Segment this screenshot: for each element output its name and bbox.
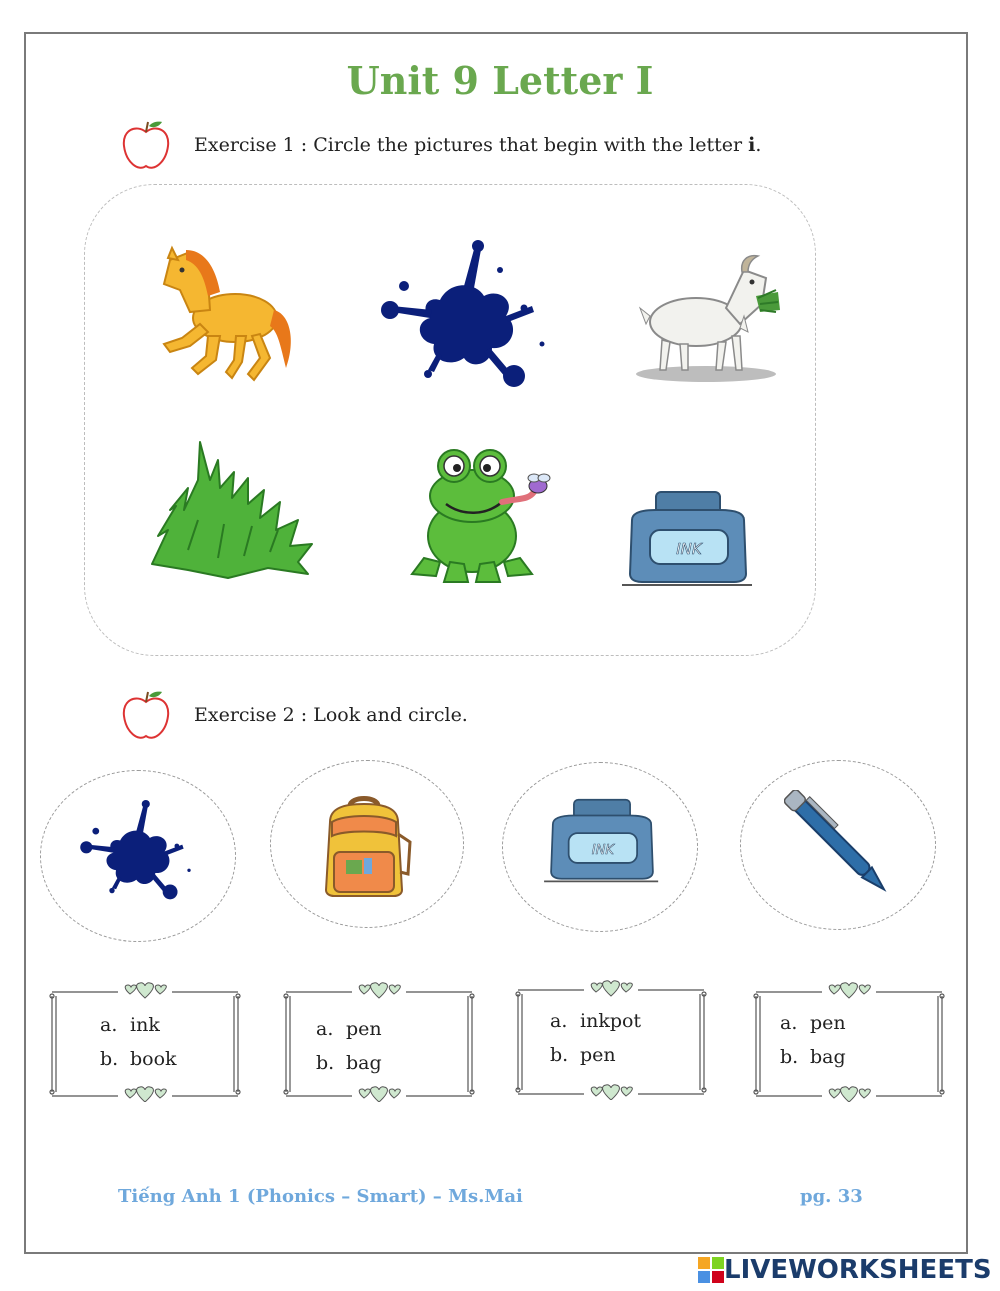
ink-bottle-label: INK bbox=[676, 540, 702, 558]
liveworksheets-logo bbox=[698, 1254, 992, 1286]
footer-book-title: Tiếng Anh 1 (Phonics – Smart) – Ms.Mai bbox=[118, 1186, 523, 1207]
exercise-1-end: . bbox=[755, 134, 762, 156]
decorative-heart-border bbox=[282, 980, 476, 1102]
liveworksheets-icon bbox=[698, 1257, 724, 1283]
grass-picture[interactable] bbox=[148, 440, 316, 582]
ink-splat-picture bbox=[78, 800, 196, 900]
option-a[interactable]: a. pen bbox=[316, 1018, 382, 1040]
ink-splat-picture[interactable] bbox=[380, 240, 550, 388]
answer-box bbox=[48, 980, 242, 1102]
page-title: Unit 9 Letter I bbox=[346, 58, 654, 103]
backpack-picture bbox=[320, 794, 412, 898]
frog-picture[interactable] bbox=[410, 440, 560, 586]
decorative-heart-border bbox=[48, 980, 242, 1102]
ink-bottle-label: INK bbox=[591, 843, 615, 859]
option-a[interactable]: a. pen bbox=[780, 1012, 846, 1034]
decorative-heart-border bbox=[752, 980, 946, 1102]
exercise-1-instruction bbox=[194, 134, 761, 156]
exercise-2-instruction: Exercise 2 : Look and circle. bbox=[194, 704, 468, 726]
pen-picture bbox=[784, 790, 892, 894]
footer-page-number: pg. 33 bbox=[800, 1186, 863, 1207]
ink-bottle-picture[interactable] bbox=[622, 490, 754, 588]
brand-name: LIVEWORKSHEETS bbox=[724, 1255, 992, 1285]
option-b[interactable]: b. bag bbox=[780, 1046, 846, 1068]
decorative-heart-border bbox=[514, 978, 708, 1100]
exercise-1-letter: i bbox=[748, 134, 756, 156]
option-b[interactable]: b. book bbox=[100, 1048, 177, 1070]
option-b[interactable]: b. pen bbox=[550, 1044, 616, 1066]
ink-bottle-picture bbox=[544, 798, 660, 884]
exercise-1-text: Exercise 1 : Circle the pictures that begin with the letter bbox=[194, 134, 749, 156]
goat-picture[interactable] bbox=[636, 252, 781, 384]
apple-icon bbox=[118, 688, 174, 744]
answer-box bbox=[514, 978, 708, 1100]
option-a[interactable]: a. inkpot bbox=[550, 1010, 642, 1032]
apple-icon bbox=[118, 118, 174, 174]
answer-box bbox=[282, 980, 476, 1102]
option-a[interactable]: a. ink bbox=[100, 1014, 160, 1036]
answer-box bbox=[752, 980, 946, 1102]
option-b[interactable]: b. bag bbox=[316, 1052, 382, 1074]
horse-picture[interactable] bbox=[150, 240, 300, 385]
